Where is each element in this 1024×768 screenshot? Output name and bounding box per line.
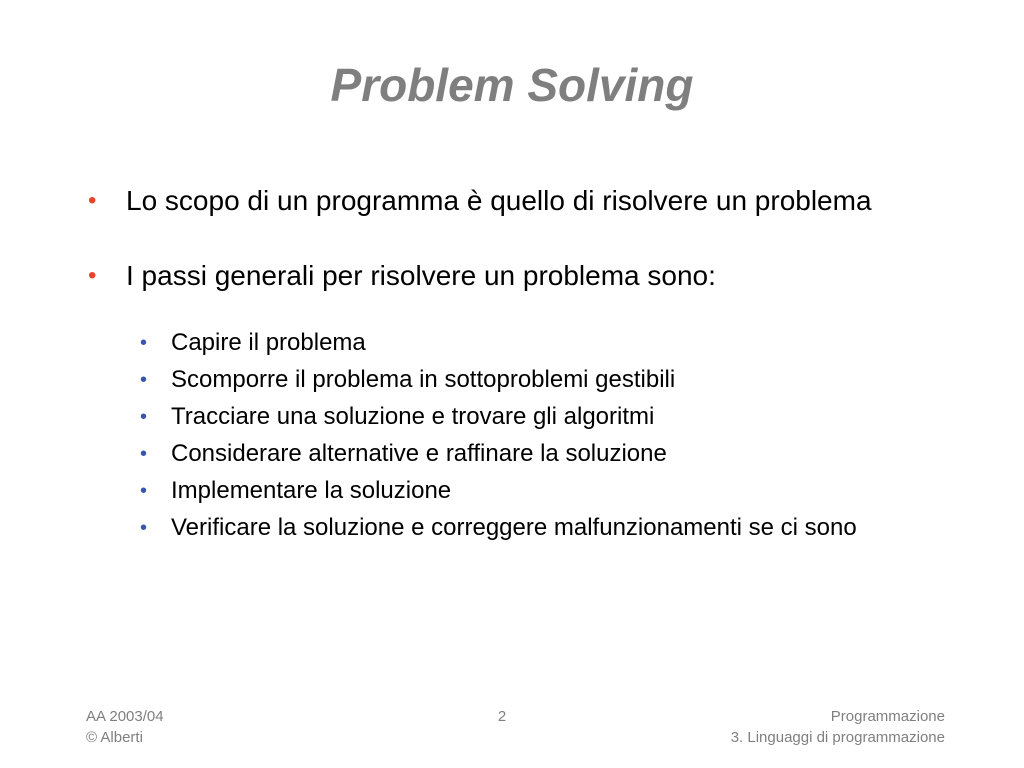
footer-right xyxy=(731,706,945,748)
bullet-item xyxy=(86,182,926,219)
sub-bullet-list xyxy=(86,328,926,543)
slide-title: Problem Solving xyxy=(330,59,694,111)
sub-bullet-item xyxy=(138,402,926,432)
sub-bullet-item xyxy=(138,328,926,358)
footer-left xyxy=(86,706,164,748)
sub-bullet-item xyxy=(138,365,926,395)
sub-bullet-icon: • xyxy=(140,332,148,354)
sub-bullet-text: Capire il problema xyxy=(171,329,366,356)
sub-bullet-icon: • xyxy=(140,517,148,539)
sub-bullet-text: Scomporre il problema in sottoproblemi gestibili xyxy=(171,366,676,393)
sub-bullet-item xyxy=(138,439,926,469)
footer-chapter: 3. Linguaggi di programmazione xyxy=(730,729,945,746)
bullet-text: Lo scopo di un programma è quello di risolvere un problema xyxy=(126,185,872,216)
bullet-item xyxy=(86,257,926,294)
bullet-icon: • xyxy=(88,262,97,289)
footer-author: © Alberti xyxy=(86,729,143,746)
sub-bullet-icon: • xyxy=(140,480,148,502)
footer-course: Programmazione xyxy=(830,708,945,725)
sub-bullet-icon: • xyxy=(140,406,148,428)
sub-bullet-text: Tracciare una soluzione e trovare gli algoritmi xyxy=(171,403,655,430)
sub-bullet-text: Verificare la soluzione e correggere malfunzionamenti se ci sono xyxy=(171,514,857,541)
sub-bullet-icon: • xyxy=(140,369,148,391)
sub-bullet-text: Considerare alternative e raffinare la soluzione xyxy=(171,440,667,467)
sub-bullet-text: Implementare la soluzione xyxy=(171,477,452,504)
sub-bullet-item xyxy=(138,476,926,506)
bullet-icon: • xyxy=(88,187,97,214)
footer-academic-year: AA 2003/04 xyxy=(86,708,164,725)
slide-content xyxy=(86,182,926,550)
sub-bullet-item xyxy=(138,513,926,543)
bullet-text: I passi generali per risolvere un problema sono: xyxy=(126,260,716,291)
footer-page-number: 2 xyxy=(497,708,507,725)
sub-bullet-icon: • xyxy=(140,443,148,465)
